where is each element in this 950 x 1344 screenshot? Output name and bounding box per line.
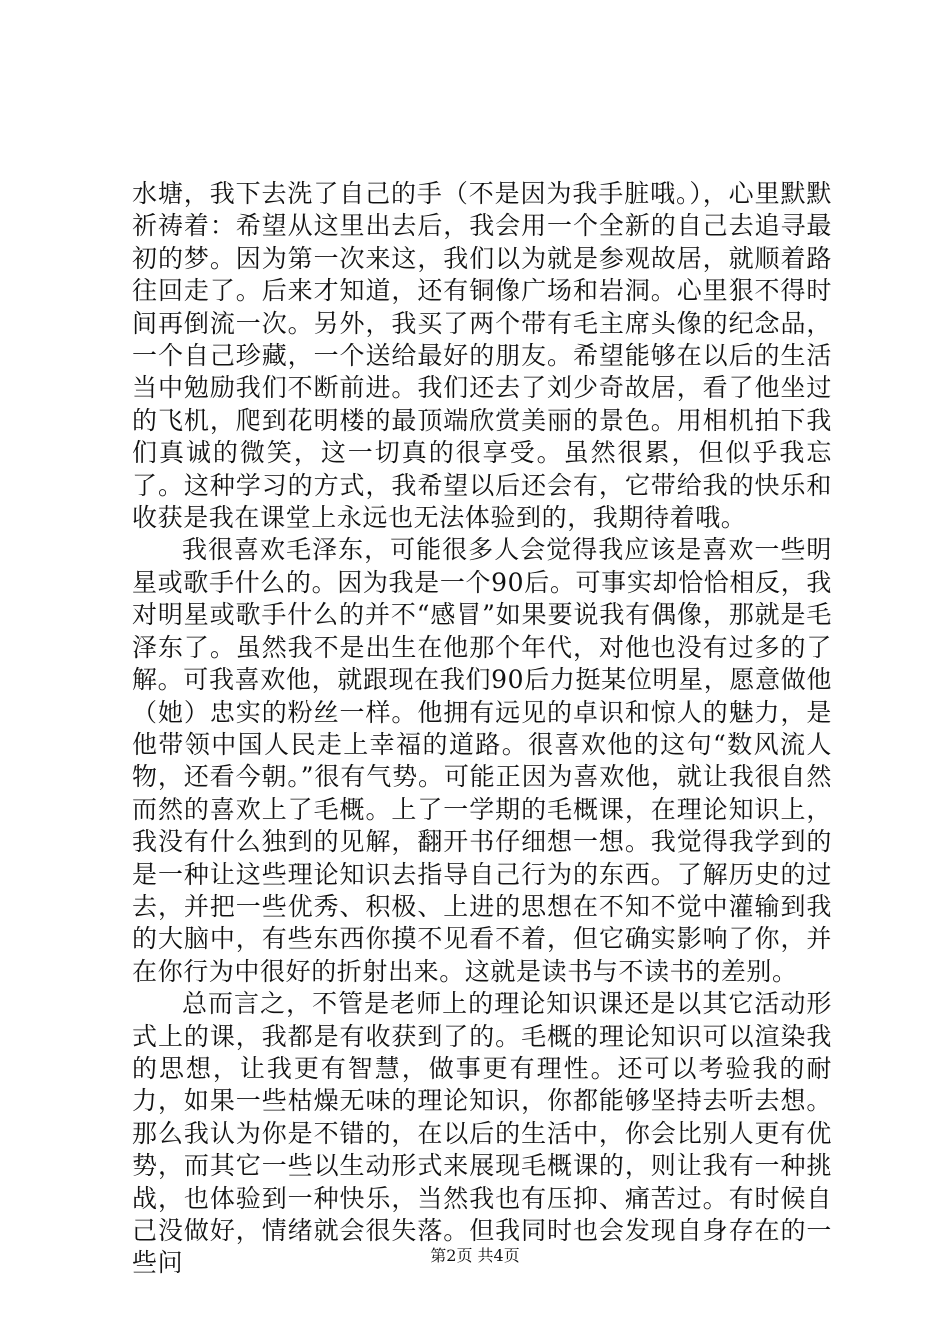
- paragraph-2: 我很喜欢毛泽东，可能很多人会觉得我应该是喜欢一些明星或歌手什么的。因为我是一个90后。可事实却恰恰相反，我对明星或歌手什么的并不“感冒”如果要说我有偶像，那就是毛泽东了。虽然我不是出生在他那个年代，对他也没有过多的了解。可我喜欢他，就跟现在我们90后力挺某位明星，愿意做他（她）忠实的粉丝一样。他拥有远见的卓识和惊人的魅力，是他带领中国人民走上幸福的道路。很喜欢他的这句“数风流人物，还看今朝。”很有气势。可能正因为喜欢他，就让我很自然而然的喜欢上了毛概。上了一学期的毛概课，在理论知识上，我没有什么独到的见解，翻开书仔细想一想。我觉得我学到的是一种让这些理论知识去指导自己行为的东西。了解历史的过去，并把一些优秀、积极、上进的思想在不知不觉中灌输到我的大脑中，有些东西你摸不见看不着，但它确实影响了你，并在你行为中很好的折射出来。这就是读书与不读书的差别。: [132, 535, 832, 986]
- document-body: [132, 178, 832, 1280]
- page-number-footer: 第2页 共4页: [430, 1246, 520, 1265]
- paragraph-1: 水塘，我下去洗了自己的手（不是因为我手脏哦。），心里默默祈祷着：希望从这里出去后，我会用一个全新的自己去追寻最初的梦。因为第一次来这，我们以为就是参观故居，就顺着路往回走了。后来才知道，还有铜像广场和岩洞。心里狠不得时间再倒流一次。另外，我买了两个带有毛主席头像的纪念品，一个自己珍藏，一个送给最好的朋友。希望能够在以后的生活当中勉励我们不断前进。我们还去了刘少奇故居，看了他坐过的飞机，爬到花明楼的最顶端欣赏美丽的景色。用相机拍下我们真诚的微笑，这一切真的很享受。虽然很累，但似乎我忘了。这种学习的方式，我希望以后还会有，它带给我的快乐和收获是我在课堂上永远也无法体验到的，我期待着哦。: [132, 179, 832, 533]
- paragraph-3: 总而言之，不管是老师上的理论知识课还是以其它活动形式上的课，我都是有收获到了的。毛概的理论知识可以渲染我的思想，让我更有智慧，做事更有理性。还可以考验我的耐力，如果一些枯燥无味的理论知识，你都能够坚持去听去想。那么我认为你是不错的，在以后的生活中，你会比别人更有优势，而其它一些以生动形式来展现毛概课的，则让我有一种挑战，也体验到一种快乐，当然我也有压抑、痛苦过。有时候自己没做好，情绪就会很失落。但我同时也会发现自身存在的一些问: [132, 989, 832, 1278]
